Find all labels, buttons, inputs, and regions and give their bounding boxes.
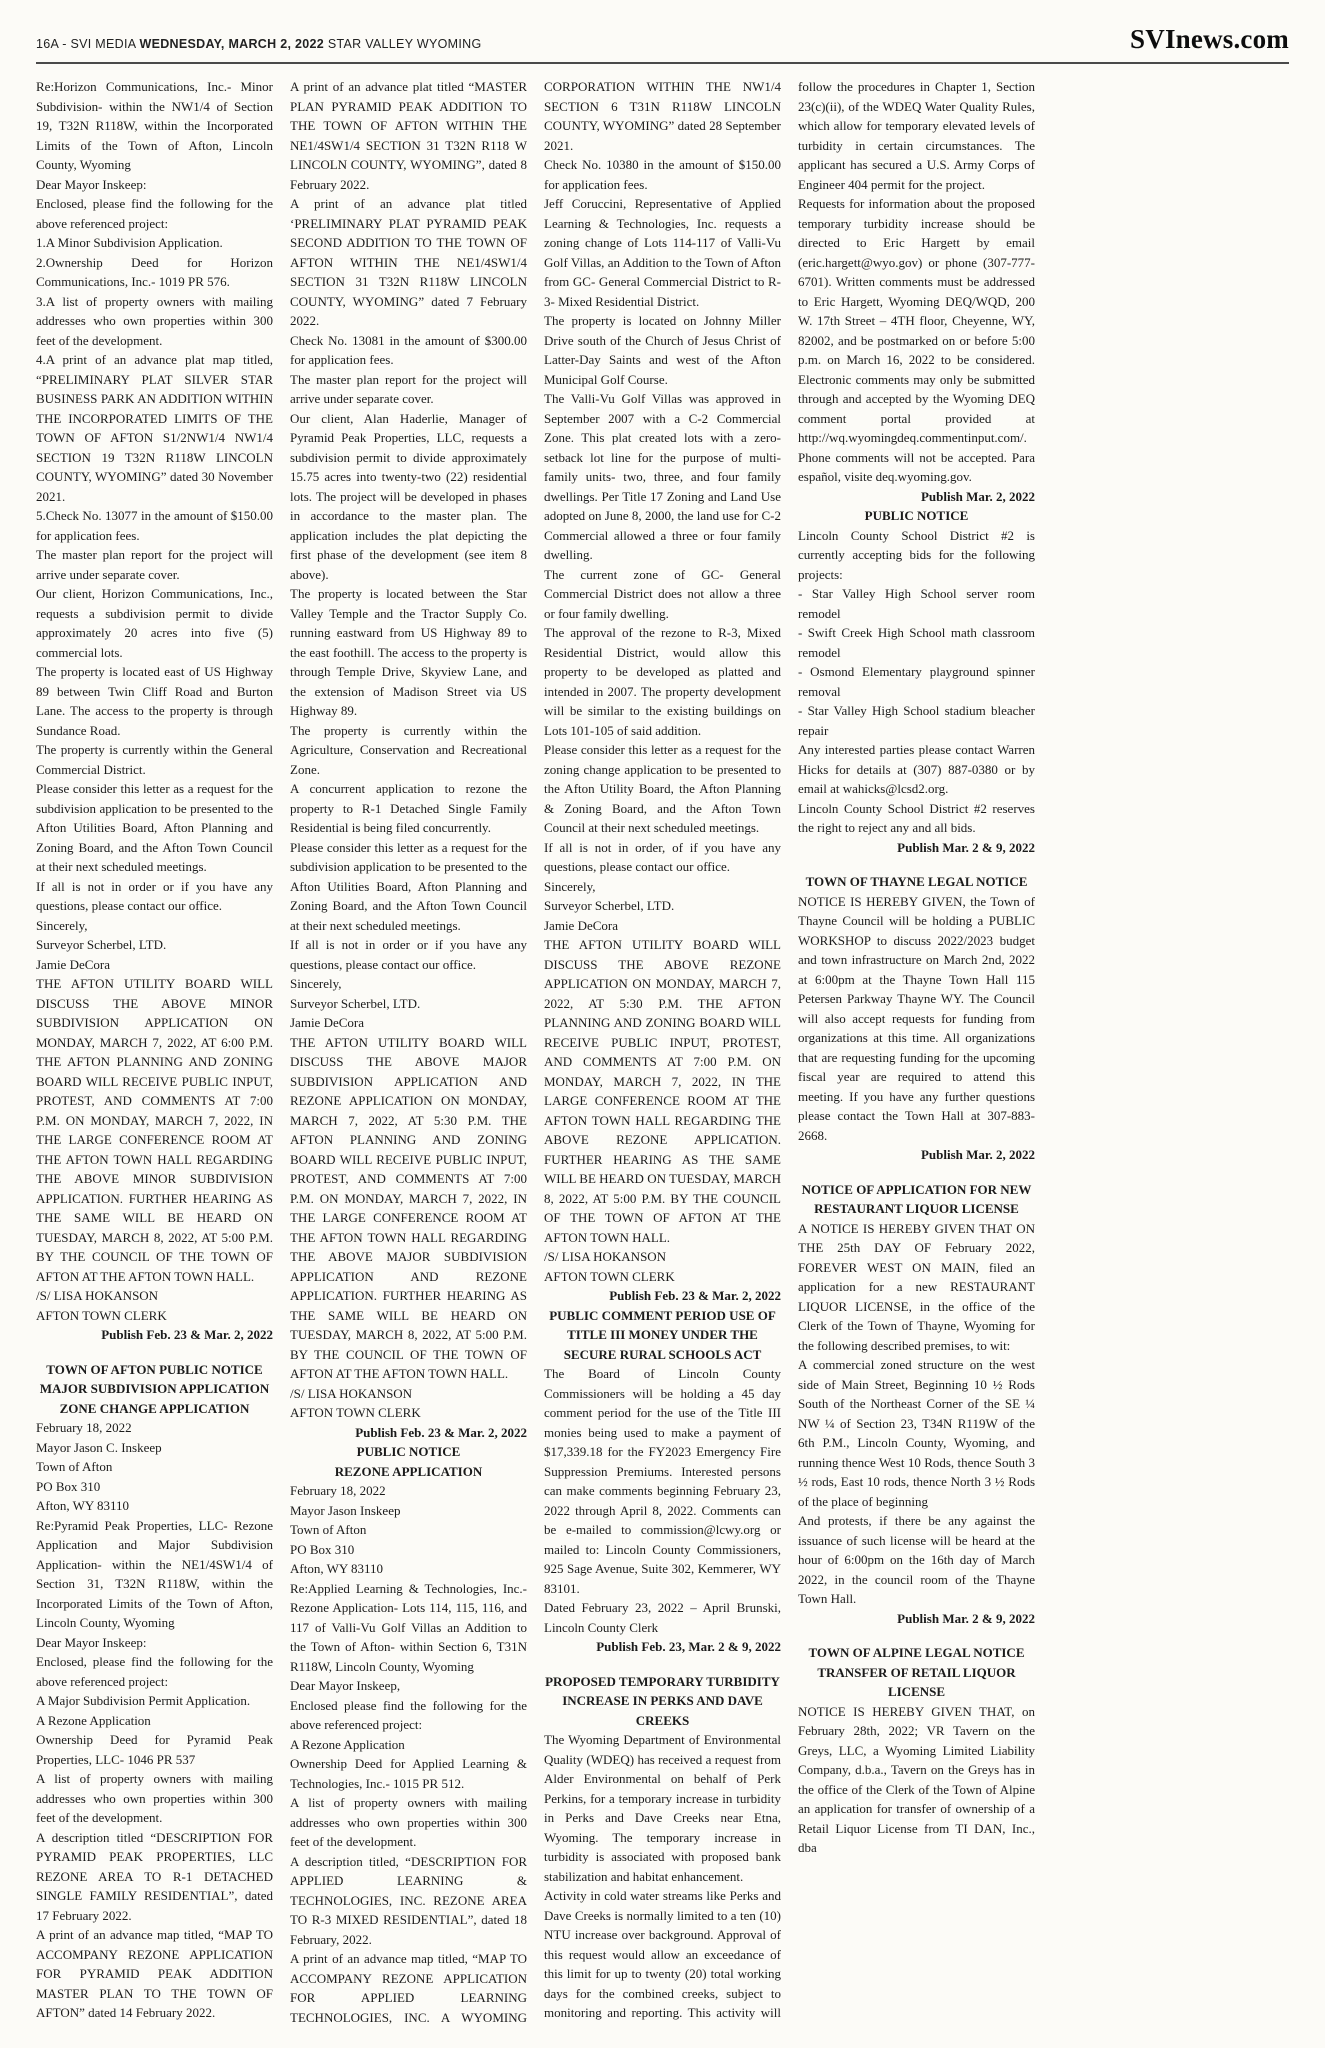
- notice-paragraph: Dated February 23, 2022 – April Brunski, Lincoln County Clerk: [544, 1600, 781, 1635]
- notice-paragraph: Sincerely,: [36, 917, 88, 933]
- notice-paragraph: AFTON TOWN CLERK: [290, 1405, 421, 1420]
- notice-paragraph: Mayor Jason Inskeep: [290, 1502, 401, 1518]
- legal-notice: [544, 1306, 781, 1657]
- notice-paragraph: - Star Valley High School stadium bleacher repair: [798, 703, 1035, 738]
- legal-notices-body: [36, 77, 1289, 2027]
- notice-paragraph: The Valli-Vu Golf Villas was approved in September 2007 with a C-2 Commercial Zone. This plat created lots with a zero-setback lot line for the purpose of multi-family units- two, three, and four family dwellings. Per Title 17 Zoning and Land Use adopted on June 8, 2000, the land use for C-2 Commercial allowed a three or four family dwelling.: [544, 391, 781, 562]
- publish-line: Publish Feb. 23 & Mar. 2, 2022: [355, 1424, 527, 1440]
- notice-paragraph: The Wyoming Department of Environmental Quality (WDEQ) has received a request from Alder Environmental on behalf of Perk Perkins, for a temporary increase in turbidity in Perks and Dave Creeks near Etna, Wyoming. The temporary increase in turbidity is associated with proposed bank stabilization and habitat enhancement.: [544, 1732, 781, 1884]
- notice-paragraph: AFTON TOWN CLERK: [544, 1268, 675, 1284]
- notice-paragraph: If all is not in order or if you have any questions, please contact our office.: [290, 937, 527, 972]
- publish-line: Publish Feb. 23 & Mar. 2, 2022: [101, 1327, 273, 1342]
- notice-paragraph: NOTICE IS HEREBY GIVEN, the Town of Thayne Council will be holding a PUBLIC WORKSHOP to discuss 2022/2023 budget and town infrastructure on March 2nd, 2022 at 6:00pm at the Thayne Town Hall 115 Petersen Parkway Thayne WY. The Council will also accept requests for funding from organizations at this time. All organizations that are requesting funding for the upcoming fiscal year are required to attend this meeting. If you have any further questions please contact the Town Hall at 307-883-2668.: [798, 893, 1035, 1143]
- notice-paragraph: Afton, WY 83110: [36, 1498, 130, 1513]
- notice-paragraph: Jamie DeCora: [36, 956, 111, 972]
- notice-paragraph: Jamie DeCora: [290, 1015, 365, 1030]
- region-label: STAR VALLEY WYOMING: [327, 37, 482, 51]
- notice-paragraph: A description titled “DESCRIPTION FOR PYRAMID PEAK PROPERTIES, LLC REZONE AREA TO R-1 DETACHED SINGLE FAMILY RESIDENTIAL”, dated 17 February 2022.: [36, 1829, 273, 1923]
- notice-heading: ZONE CHANGE APPLICATION: [59, 1400, 250, 1416]
- notice-paragraph: If all is not in order, of if you have any questions, please contact our office.: [544, 839, 781, 874]
- page-number-label: 16A - SVI MEDIA: [36, 37, 136, 51]
- notice-heading: TOWN OF ALPINE LEGAL NOTICE: [808, 1645, 1025, 1660]
- notice-paragraph: Please consider this letter as a request for the zoning change application to be presented to the Afton Utility Board, the Afton Planning & Zoning Board, and the Afton Town Council at their next scheduled meetings.: [544, 742, 781, 835]
- notice-paragraph: /S/ LISA HOKANSON: [544, 1249, 667, 1264]
- notice-paragraph: February 18, 2022: [36, 1420, 132, 1435]
- notice-paragraph: /S/ LISA HOKANSON: [290, 1385, 413, 1401]
- notice-paragraph: The current zone of GC- General Commercial District does not allow a three or four family dwelling.: [544, 566, 781, 621]
- notice-paragraph: A NOTICE IS HEREBY GIVEN THAT ON THE 25th DAY OF February 2022, FOREVER WEST ON MAIN, filed an application for a new RESTAURANT LIQUOR LICENSE, in the office of the Clerk of the Town of Thayne, Wyoming for the following described premises, to wit:: [798, 1220, 1035, 1353]
- notice-paragraph: Sincerely,: [290, 976, 342, 991]
- notice-paragraph: Enclosed please find the following for the above referenced project:: [290, 1697, 527, 1732]
- notice-paragraph: Sincerely,: [544, 878, 596, 894]
- notice-paragraph: Re:Applied Learning & Technologies, Inc.- Rezone Application- Lots 114, 115, 116, and 117 of Valli-Vu Golf Villas an Addition to the Town of Afton- within Section 6, T31N R118W, Lincoln County, Wyoming: [290, 1580, 527, 1674]
- notice-paragraph: A list of property owners with mailing addresses who own properties within 300 feet of the development.: [290, 1795, 527, 1849]
- notice-paragraph: Lincoln County School District #2 is currently accepting bids for the following projects:: [798, 527, 1035, 582]
- notice-paragraph: A Rezone Application: [290, 1736, 405, 1752]
- notice-paragraph: 5.Check No. 13077 in the amount of $150.00 for application fees.: [36, 508, 273, 543]
- notice-paragraph: THE AFTON UTILITY BOARD WILL DISCUSS THE ABOVE REZONE APPLICATION ON MONDAY, MARCH 7, 2022, AT 5:30 P.M. THE AFTON PLANNING AND ZONING BOARD WILL RECEIVE PUBLIC INPUT, PROTEST, AND COMMENTS AT 7:00 P.M. ON MONDAY, MARCH 7, 2022, IN THE LARGE CONFERENCE ROOM AT THE AFTON TOWN HALL REGARDING THE ABOVE REZONE APPLICATION. FURTHER HEARING AS THE SAME WILL BE HEARD ON TUESDAY, MARCH 8, 2022, AT 5:00 P.M. BY THE COUNCIL OF THE TOWN OF AFTON AT THE AFTON TOWN HALL.: [544, 937, 781, 1245]
- notice-paragraph: And protests, if there be any against the issuance of such license will be heard at the hour of 6:00pm on the 16th day of March 2022, in the council room of the Thayne Town Hall.: [798, 1513, 1035, 1606]
- notice-paragraph: A print of an advance map titled, “MAP TO ACCOMPANY REZONE APPLICATION FOR PYRAMID PEAK ADDITION MASTER PLAN TO THE TOWN OF AFTON” dated 14 February 2022.: [36, 1927, 273, 2020]
- notice-paragraph: Ownership Deed for Applied Learning & Technologies, Inc.- 1015 PR 512.: [290, 1756, 527, 1791]
- notice-paragraph: 1.A Minor Subdivision Application.: [36, 235, 223, 250]
- publish-line: Publish Feb. 23, Mar. 2 & 9, 2022: [596, 1639, 781, 1654]
- notice-paragraph: A print of an advance plat titled “MASTER PLAN PYRAMID PEAK ADDITION TO THE TOWN OF AFTON WITHIN THE NE1/4SW1/4 SECTION 31 T32N R118 W LINCOLN COUNTY, WYOMING”, dated 8 February 2022.: [290, 79, 527, 192]
- notice-paragraph: Surveyor Scherbel, LTD.: [290, 995, 421, 1011]
- notice-paragraph: Jamie DeCora: [544, 917, 619, 933]
- notice-paragraph: The property is currently within the Agriculture, Conservation and Recreational Zone.: [290, 722, 527, 777]
- notice-paragraph: February 18, 2022: [290, 1483, 386, 1498]
- header-rule: [36, 62, 1289, 64]
- notice-paragraph: Mayor Jason C. Inskeep: [36, 1439, 162, 1455]
- notice-paragraph: NOTICE IS HEREBY GIVEN THAT, on February 28th, 2022; VR Tavern on the Greys, LLC, a Wyoming Limited Liability Company, d.b.a., Tavern on the Greys has in the office of the Clerk of the Town of Alpine an application for transfer of ownership of a Retail Liquor License from TI DAN, Inc., dba: [798, 1703, 1035, 1855]
- publish-line: Publish Feb. 23 & Mar. 2, 2022: [609, 1288, 781, 1303]
- notice-paragraph: Enclosed, please find the following for the above referenced project:: [36, 196, 273, 231]
- notice-paragraph: Our client, Horizon Communications, Inc., requests a subdivision permit to divide approximately 20 acres into five (5) commercial lots.: [36, 586, 273, 660]
- notice-paragraph: The property is located between the Star Valley Temple and the Tractor Supply Co. running eastward from US Highway 89 to the east foothill. The access to the property is through Temple Drive, Skyview Lane, and the extension of Madison Street via US Highway 89.: [290, 586, 527, 718]
- notice-paragraph: - Osmond Elementary playground spinner removal: [798, 664, 1035, 699]
- page-header: [36, 24, 1289, 62]
- notice-paragraph: 2.Ownership Deed for Horizon Communications, Inc.- 1019 PR 576.: [36, 254, 273, 289]
- notice-paragraph: PO Box 310: [36, 1478, 101, 1494]
- notice-heading: TRANSFER OF RETAIL LIQUOR LICENSE: [817, 1664, 1016, 1699]
- notice-paragraph: Surveyor Scherbel, LTD.: [544, 898, 675, 913]
- notice-paragraph: Please consider this letter as a request for the subdivision application to be presented to the Afton Utilities Board, Afton Planning and Zoning Board, and the Afton Town Council at their next scheduled meetings.: [290, 839, 527, 933]
- notice-heading: MAJOR SUBDIVISION APPLICATION: [39, 1381, 270, 1396]
- notice-paragraph: Lincoln County School District #2 reserves the right to reject any and all bids.: [798, 800, 1035, 835]
- notice-paragraph: Check No. 13081 in the amount of $300.00 for application fees.: [290, 332, 527, 367]
- notice-paragraph: A print of an advance map titled, “MAP TO ACCOMPANY REZONE APPLICATION FOR APPLIED LEARNING TECHNOLOGIES, INC. A WYOMING CORPORATION WITHIN THE NW1/4 SECTION 6 T31N R118W LINCOLN COUNTY, WYOMING” dated 28 September 2021.: [290, 79, 781, 2025]
- notice-heading: TOWN OF THAYNE LEGAL NOTICE: [805, 874, 1028, 889]
- notice-paragraph: Jeff Coruccini, Representative of Applied Learning & Technologies, Inc. requests a zoning change of Lots 114-117 of Valli-Vu Golf Villas, an Addition to the Town of Afton from GC- General Commercial District to R-3- Mixed Residential District.: [544, 196, 781, 309]
- notice-paragraph: A description titled, “DESCRIPTION FOR APPLIED LEARNING & TECHNOLOGIES, INC. REZONE AREA TO R-3 MIXED RESIDENTIAL”, dated 18 February, 2022.: [290, 1853, 527, 1947]
- notice-paragraph: Our client, Alan Haderlie, Manager of Pyramid Peak Properties, LLC, requests a subdivision permit to divide approximately 15.75 acres into twenty-two (22) residential lots. The project will be developed in phases in accordance to the master plan. The application includes the plat depicting the first phase of the development (see item 8 above).: [290, 410, 527, 582]
- notice-paragraph: Ownership Deed for Pyramid Peak Properties, LLC- 1046 PR 537: [36, 1732, 273, 1767]
- notice-paragraph: Town of Afton: [290, 1522, 367, 1537]
- notice-paragraph: Surveyor Scherbel, LTD.: [36, 937, 167, 952]
- notice-paragraph: 3.A list of property owners with mailing addresses who own properties within 300 feet of the development.: [36, 293, 273, 348]
- notice-paragraph: Dear Mayor Inskeep:: [36, 176, 147, 192]
- notice-paragraph: Town of Afton: [36, 1459, 113, 1474]
- notice-paragraph: The property is located east of US Highway 89 between Twin Cliff Road and Burton Lane. The access to the property is through Sundance Road.: [36, 664, 273, 738]
- notice-heading: PUBLIC NOTICE: [356, 1444, 461, 1459]
- notice-heading: PUBLIC NOTICE: [864, 508, 969, 523]
- notice-paragraph: - Star Valley High School server room remodel: [798, 586, 1035, 621]
- notice-paragraph: /S/ LISA HOKANSON: [36, 1288, 159, 1303]
- notice-paragraph: A commercial zoned structure on the west side of Main Street, Beginning 10 ½ Rods South of the Northeast Corner of the SE ¼ NW ¼ of Section 23, T34N R119W of the 6th P.M., Lincoln County, Wyoming, and running thence West 10 Rods, thence South 3 ½ rods, East 10 rods, thence North 3 ½ Rods of the place of beginning: [798, 1357, 1035, 1509]
- notice-heading: REZONE APPLICATION: [334, 1463, 483, 1479]
- notice-paragraph: THE AFTON UTILITY BOARD WILL DISCUSS THE ABOVE MINOR SUBDIVISION APPLICATION ON MONDAY, MARCH 7, 2022, AT 6:00 P.M. THE AFTON PLANNING AND ZONING BOARD WILL RECEIVE PUBLIC INPUT, PROTEST, AND COMMENTS AT 7:00 P.M. ON MONDAY, MARCH 7, 2022, IN THE LARGE CONFERENCE ROOM AT THE AFTON TOWN HALL REGARDING THE ABOVE MINOR SUBDIVISION APPLICATION. FURTHER HEARING AS THE SAME WILL BE HEARD ON TUESDAY, MARCH 8, 2022, AT 5:00 P.M. BY THE COUNCIL OF THE TOWN OF AFTON AT THE AFTON TOWN HALL.: [36, 976, 273, 1284]
- notice-paragraph: The master plan report for the project will arrive under separate cover.: [290, 371, 527, 406]
- notice-paragraph: A Major Subdivision Permit Application.: [36, 1693, 251, 1708]
- notice-paragraph: Dear Mayor Inskeep,: [290, 1678, 401, 1693]
- notice-paragraph: A print of an advance plat titled ‘PRELIMINARY PLAT PYRAMID PEAK SECOND ADDITION TO THE TOWN OF AFTON WITHIN THE NE1/4SW1/4 SECTION 31 T32N R118W LINCOLN COUNTY, WYOMING” dated 7 February 2022.: [290, 196, 527, 328]
- notice-paragraph: The property is located on Johnny Miller Drive south of the Church of Jesus Christ of Latter-Day Saints and west of the Afton Municipal Golf Course.: [544, 313, 781, 387]
- publish-line: Publish Mar. 2 & 9, 2022: [897, 1610, 1035, 1626]
- notice-heading: TOWN OF AFTON PUBLIC NOTICE: [46, 1361, 263, 1377]
- notice-paragraph: AFTON TOWN CLERK: [36, 1307, 167, 1323]
- publish-line: Publish Mar. 2 & 9, 2022: [897, 839, 1035, 855]
- notice-paragraph: Re:Horizon Communications, Inc.- Minor Subdivision- within the NW1/4 of Section 19, T32N R118W, within the Incorporated Limits of the Town of Afton, Lincoln County, Wyoming: [36, 79, 273, 172]
- notice-heading: PUBLIC COMMENT PERIOD USE OF TITLE III MONEY UNDER THE SECURE RURAL SCHOOLS ACT: [549, 1307, 776, 1362]
- notice-paragraph: A Rezone Application: [36, 1712, 151, 1728]
- legal-notice: [36, 77, 273, 1345]
- legal-notice: [798, 1180, 1035, 1629]
- notice-paragraph: PO Box 310: [290, 1541, 355, 1557]
- notice-paragraph: Please consider this letter as a request for the subdivision application to be presented to the Afton Utilities Board, Afton Planning and Zoning Board, and the Afton Town Council at their next scheduled meetings.: [36, 781, 273, 874]
- notice-paragraph: Enclosed, please find the following for the above referenced project:: [36, 1654, 273, 1689]
- notice-paragraph: Afton, WY 83110: [290, 1561, 384, 1576]
- folio-line: [36, 37, 481, 55]
- notice-paragraph: Activity in cold water streams like Perks and Dave Creeks is normally limited to a ten (10) NTU increase over background. Approval of this request would allow an exceedance of this limit for up to twenty (20) total working days for the combined creeks, subject to monitoring and reporting. This activity will follow the procedures in Chapter 1, Section 23(c)(ii), of the WDEQ Water Quality Rules, which allow for temporary elevated levels of turbidity in certain circumstances. The applicant has secured a U.S. Army Corps of Engineer 404 permit for the project.: [544, 79, 1035, 2020]
- notice-paragraph: The Board of Lincoln County Commissioners will be holding a 45 day comment period for the use of the Title III monies being used to make a payment of $17,339.18 for the FY2023 Emergency Fire Suppression Premiums. Interested persons can make comments beginning February 23, 2022 through April 8, 2022. Comments can be e-mailed to commission@lcwy.org or mailed to: Lincoln County Commissioners, 925 Sage Avenue, Suite 302, Kemmerer, WY 83101.: [544, 1366, 781, 1596]
- notice-heading: PROPOSED TEMPORARY TURBIDITY INCREASE IN PERKS AND DAVE CREEKS: [545, 1673, 780, 1728]
- publish-line: Publish Mar. 2, 2022: [920, 488, 1035, 504]
- notice-heading: NOTICE OF APPLICATION FOR NEW RESTAURANT LIQUOR LICENSE: [801, 1181, 1032, 1216]
- notice-paragraph: Any interested parties please contact Warren Hicks for details at (307) 887-0380 or by email at wahicks@lcsd2.org.: [798, 742, 1035, 796]
- notice-paragraph: - Swift Creek High School math classroom remodel: [798, 625, 1035, 660]
- notice-paragraph: The approval of the rezone to R-3, Mixed Residential District, would allow this property to be developed as platted and intended in 2007. The property development will be similar to the existing buildings on Lots 101-105 of said addition.: [544, 625, 781, 738]
- legal-notice: [798, 1643, 1035, 1858]
- legal-notice: [798, 506, 1035, 857]
- publish-line: Publish Mar. 2, 2022: [920, 1147, 1035, 1162]
- notice-paragraph: Check No. 10380 in the amount of $150.00 for application fees.: [544, 157, 781, 192]
- website-masthead: SVInews.com: [1130, 24, 1289, 54]
- notice-paragraph: If all is not in order or if you have any questions, please contact our office.: [36, 878, 273, 913]
- notice-paragraph: Dear Mayor Inskeep:: [36, 1634, 147, 1650]
- notice-paragraph: Re:Pyramid Peak Properties, LLC- Rezone Application and Major Subdivision Application- within the NE1/4SW1/4 of Section 31, T32N R118W, within the Incorporated Limits of the Town of Afton, Lincoln County, Wyoming: [36, 1517, 273, 1630]
- notice-paragraph: The property is currently within the General Commercial District.: [36, 742, 273, 777]
- notice-paragraph: A concurrent application to rezone the property to R-1 Detached Single Family Residential is being filed concurrently.: [290, 781, 527, 835]
- notice-paragraph: 4.A print of an advance plat map titled, “PRELIMINARY PLAT SILVER STAR BUSINESS PARK AN ADDITION WITHIN THE INCORPORATED LIMITS OF THE TOWN OF AFTON S1/2NW1/4 NW1/4 SECTION 19 T32N R118W LINCOLN COUNTY, WYOMING” dated 30 November 2021.: [36, 352, 273, 504]
- notice-paragraph: A list of property owners with mailing addresses who own properties within 300 feet of the development.: [36, 1771, 273, 1825]
- notice-paragraph: THE AFTON UTILITY BOARD WILL DISCUSS THE ABOVE MAJOR SUBDIVISION APPLICATION AND REZONE APPLICATION ON MONDAY, MARCH 7, 2022, AT 5:30 P.M. THE AFTON PLANNING AND ZONING BOARD WILL RECEIVE PUBLIC INPUT, PROTEST, AND COMMENTS AT 7:00 P.M. ON MONDAY, MARCH 7, 2022, IN THE LARGE CONFERENCE ROOM AT THE AFTON TOWN HALL REGARDING THE ABOVE MAJOR SUBDIVISION APPLICATION AND REZONE APPLICATION. FURTHER HEARING AS THE SAME WILL BE HEARD ON TUESDAY, MARCH 8, 2022, AT 5:00 P.M. BY THE COUNCIL OF THE TOWN OF AFTON AT THE AFTON TOWN HALL.: [290, 1034, 527, 1381]
- issue-date: WEDNESDAY, MARCH 2, 2022: [139, 37, 325, 51]
- notice-paragraph: Requests for information about the proposed temporary turbidity increase should be directed to Eric Hargett by email (eric.hargett@wyo.gov) or phone (307-777-6701). Written comments must be addressed to Eric Hargett, Wyoming DEQ/WQD, 200 W. 17th Street – 4TH floor, Cheyenne, WY, 82002, and be postmarked on or before 5:00 p.m. on March 16, 2022 to be considered. Electronic comments may only be submitted through and accepted by the Wyoming DEQ comment portal provided at http://wq.wyomingdeq.commentinput.com/. Phone comments will not be accepted. Para español, visite deq.wyoming.gov.: [798, 196, 1035, 484]
- notice-paragraph: The master plan report for the project will arrive under separate cover.: [36, 547, 273, 582]
- legal-notice: [798, 872, 1035, 1165]
